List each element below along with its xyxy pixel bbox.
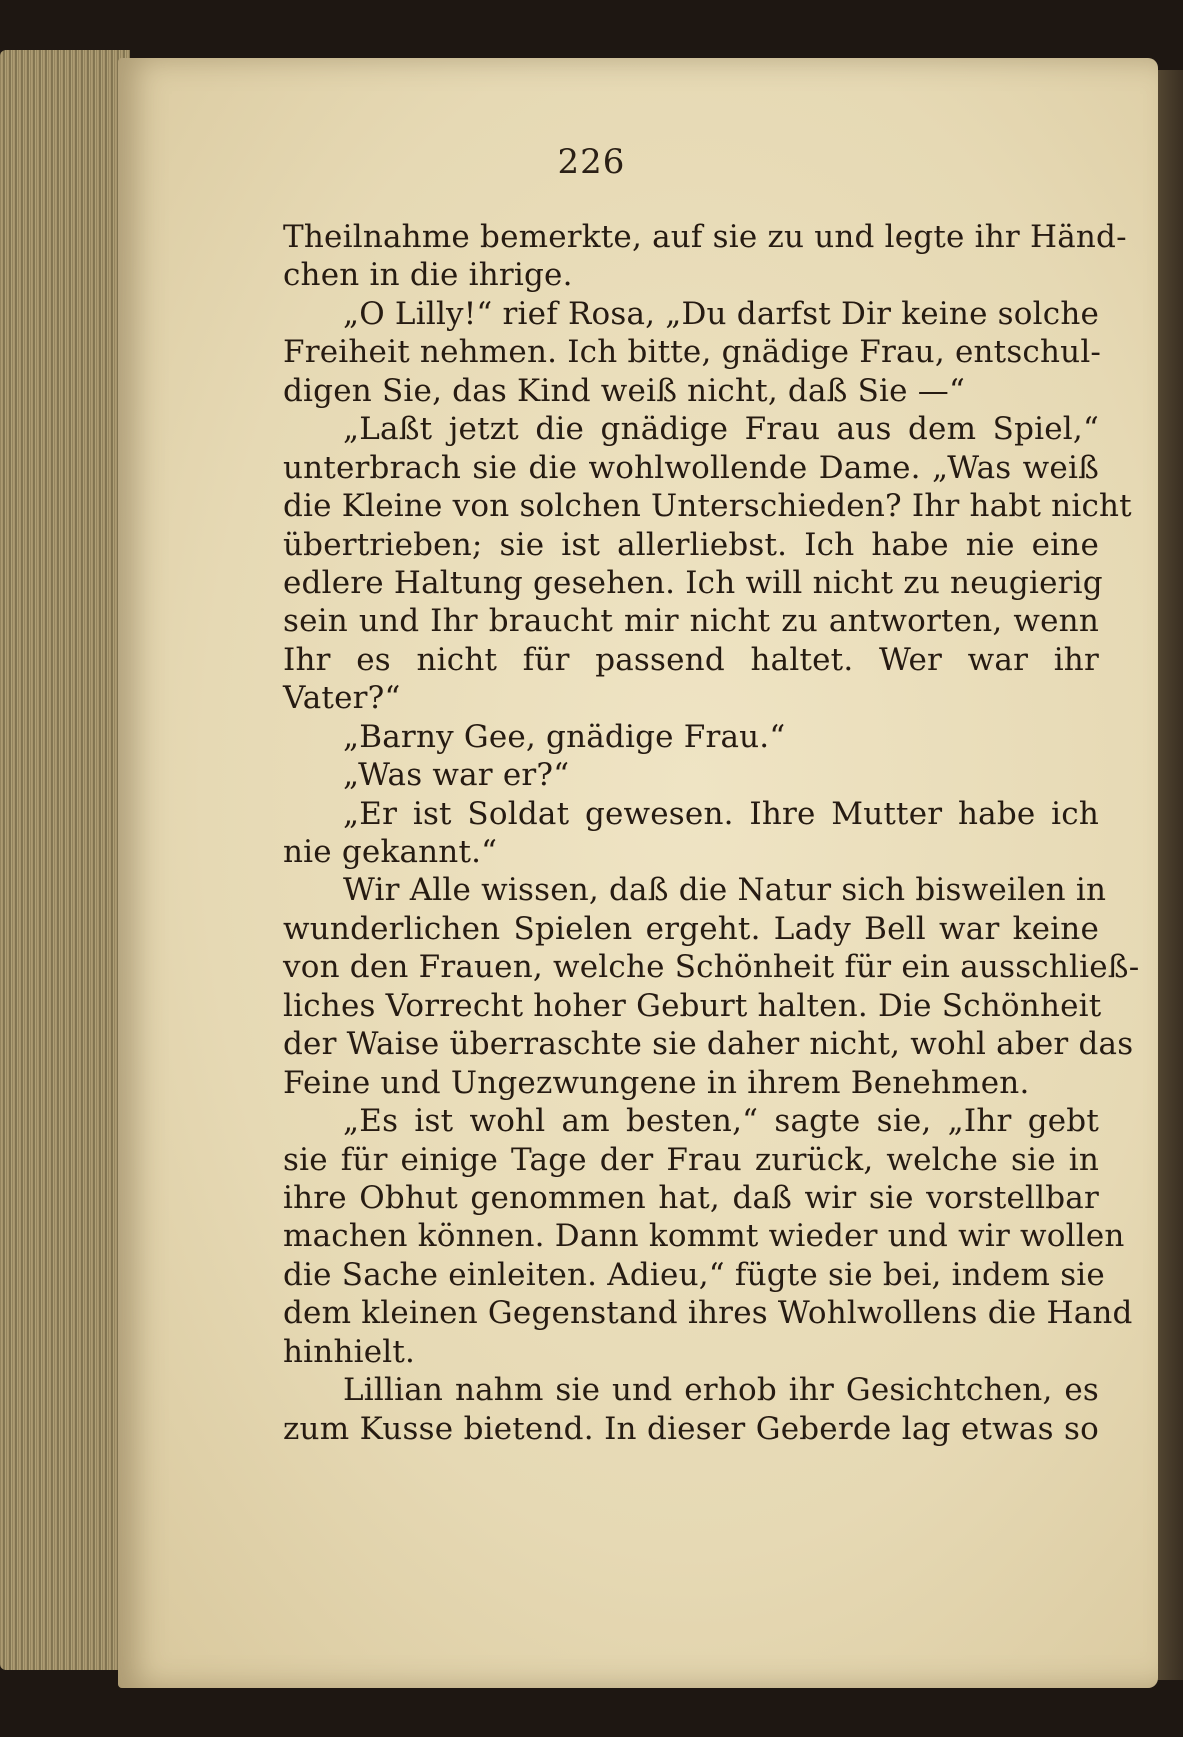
text-line: die Kleine von solchen Unterschieden? Ihr habt nicht	[283, 488, 1132, 525]
text-line: „Was war er?“	[343, 757, 570, 794]
body-text	[283, 218, 1140, 1448]
text-line: „Es ist wohl am besten,“ sagte sie, „Ihr gebt	[343, 1103, 1099, 1140]
text-line: chen in die ihrige.	[283, 257, 573, 294]
text-line: „Barny Gee, gnädige Frau.“	[343, 718, 786, 755]
text-line: Theilnahme bemerkte, auf sie zu und legte ihr Händ-	[283, 219, 1127, 255]
text-line: „Laßt jetzt die gnädige Frau aus dem Spiel,“	[343, 411, 1099, 448]
text-line: sie für einige Tage der Frau zurück, welche sie in	[283, 1141, 1099, 1178]
text-line: digen Sie, das Kind weiß nicht, daß Sie —“	[283, 372, 966, 409]
text-line: „Er ist Soldat gewesen. Ihre Mutter habe ich	[343, 795, 1099, 832]
text-line: liches Vorrecht hoher Geburt halten. Die Schönheit	[283, 987, 1102, 1024]
text-line: von den Frauen, welche Schönheit für ein ausschließ-	[283, 949, 1140, 986]
text-line: Freiheit nehmen. Ich bitte, gnädige Frau, entschul-	[283, 334, 1102, 371]
page-number: 226	[557, 142, 626, 182]
text-line: hinhielt.	[283, 1333, 416, 1370]
page-edges	[0, 50, 130, 1670]
text-line: Lillian nahm sie und erhob ihr Gesichtchen, es	[343, 1372, 1099, 1409]
text-line: unterbrach sie die wohlwollende Dame. „Was weiß	[283, 449, 1099, 486]
text-line: Vater?“	[283, 680, 401, 717]
text-line: übertrieben; sie ist allerliebst. Ich habe nie eine	[283, 526, 1099, 563]
text-line: dem kleinen Gegenstand ihres Wohlwollens die Hand	[283, 1295, 1133, 1332]
text-line: Ihr es nicht für passend haltet. Wer war ihr	[283, 641, 1099, 678]
text-line: Feine und Ungezwungene in ihrem Benehmen.	[283, 1064, 1030, 1101]
text-line: machen können. Dann kommt wieder und wir wollen	[283, 1218, 1125, 1255]
text-line: ihre Obhut genommen hat, daß wir sie vorstellbar	[283, 1179, 1099, 1216]
text-line: „O Lilly!“ rief Rosa, „Du darfst Dir keine solche	[343, 295, 1100, 332]
text-line: die Sache einleiten. Adieu,“ fügte sie bei, indem sie	[283, 1256, 1105, 1293]
text-line: edlere Haltung gesehen. Ich will nicht zu neugierig	[283, 564, 1103, 601]
text-line: Wir Alle wissen, daß die Natur sich bisweilen in	[343, 872, 1107, 909]
text-line: sein und Ihr braucht mir nicht zu antworten, wenn	[283, 603, 1099, 640]
text-line: nie gekannt.“	[283, 834, 498, 870]
text-line: zum Kusse bietend. In dieser Geberde lag etwas so	[283, 1410, 1099, 1447]
text-line: wunderlichen Spielen ergeht. Lady Bell war keine	[283, 910, 1099, 947]
text-line: der Waise überraschte sie daher nicht, wohl aber das	[283, 1026, 1134, 1063]
